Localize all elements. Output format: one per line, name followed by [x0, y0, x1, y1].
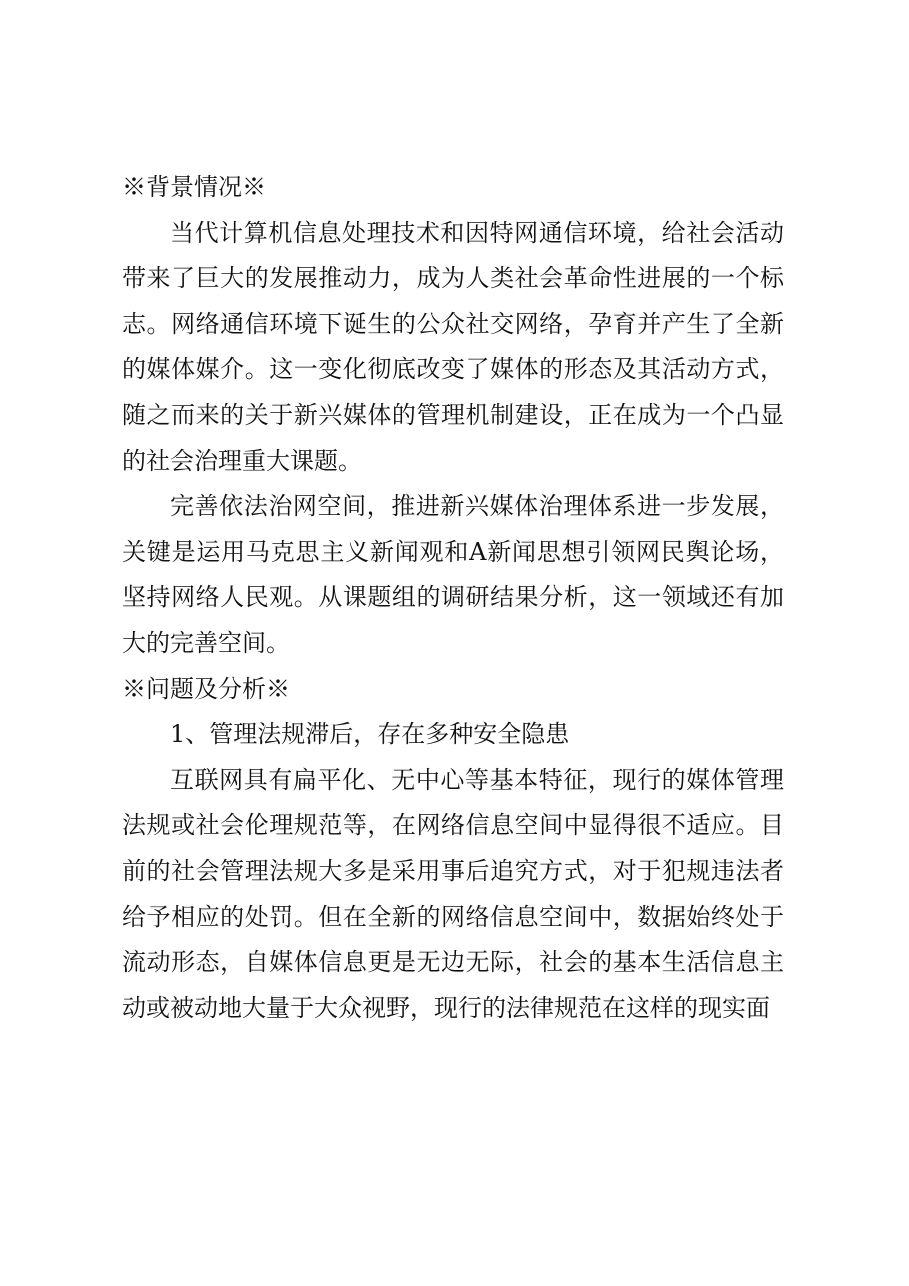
subheading-1: 1、管理法规滞后，存在多种安全隐患 — [170, 720, 570, 749]
section-heading-problems: ※问题及分析※ — [122, 674, 290, 703]
paragraph-1: 当代计算机信息处理技术和因特网通信环境，给社会活动带来了巨大的发展推动力，成为人类社会革命性进展的一个标志。网络通信环境下诞生的公众社交网络，孕育并产生了全新的媒体媒介。这一变化彻底改变了媒体的形态及其活动方式，随之而来的关于新兴媒体的管理机制建设，正在成为一个凸显的社会治理重大课题。 — [122, 218, 784, 475]
paragraph-2: 完善依法治网空间，推进新兴媒体治理体系进一步发展，关键是运用马克思主义新闻观和A新闻思想引领网民舆论场，坚持网络人民观。从课题组的调研结果分析，这一领域还有加大的完善空间。 — [122, 492, 784, 657]
section-heading-background: ※背景情况※ — [122, 173, 266, 201]
paragraph-3: 互联网具有扁平化、无中心等基本特征，现行的媒体管理法规或社会伦理规范等，在网络信息空间中显得很不适应。目前的社会管理法规大多是采用事后追究方式，对于犯规违法者给予相应的处罚。但在全新的网络信息空间中，数据始终处于流动形态，自媒体信息更是无边无际，社会的基本生活信息主动或被动地大量于大众视野，现行的法律规范在这样的现实面 — [122, 765, 784, 1022]
document-body — [122, 165, 784, 1031]
